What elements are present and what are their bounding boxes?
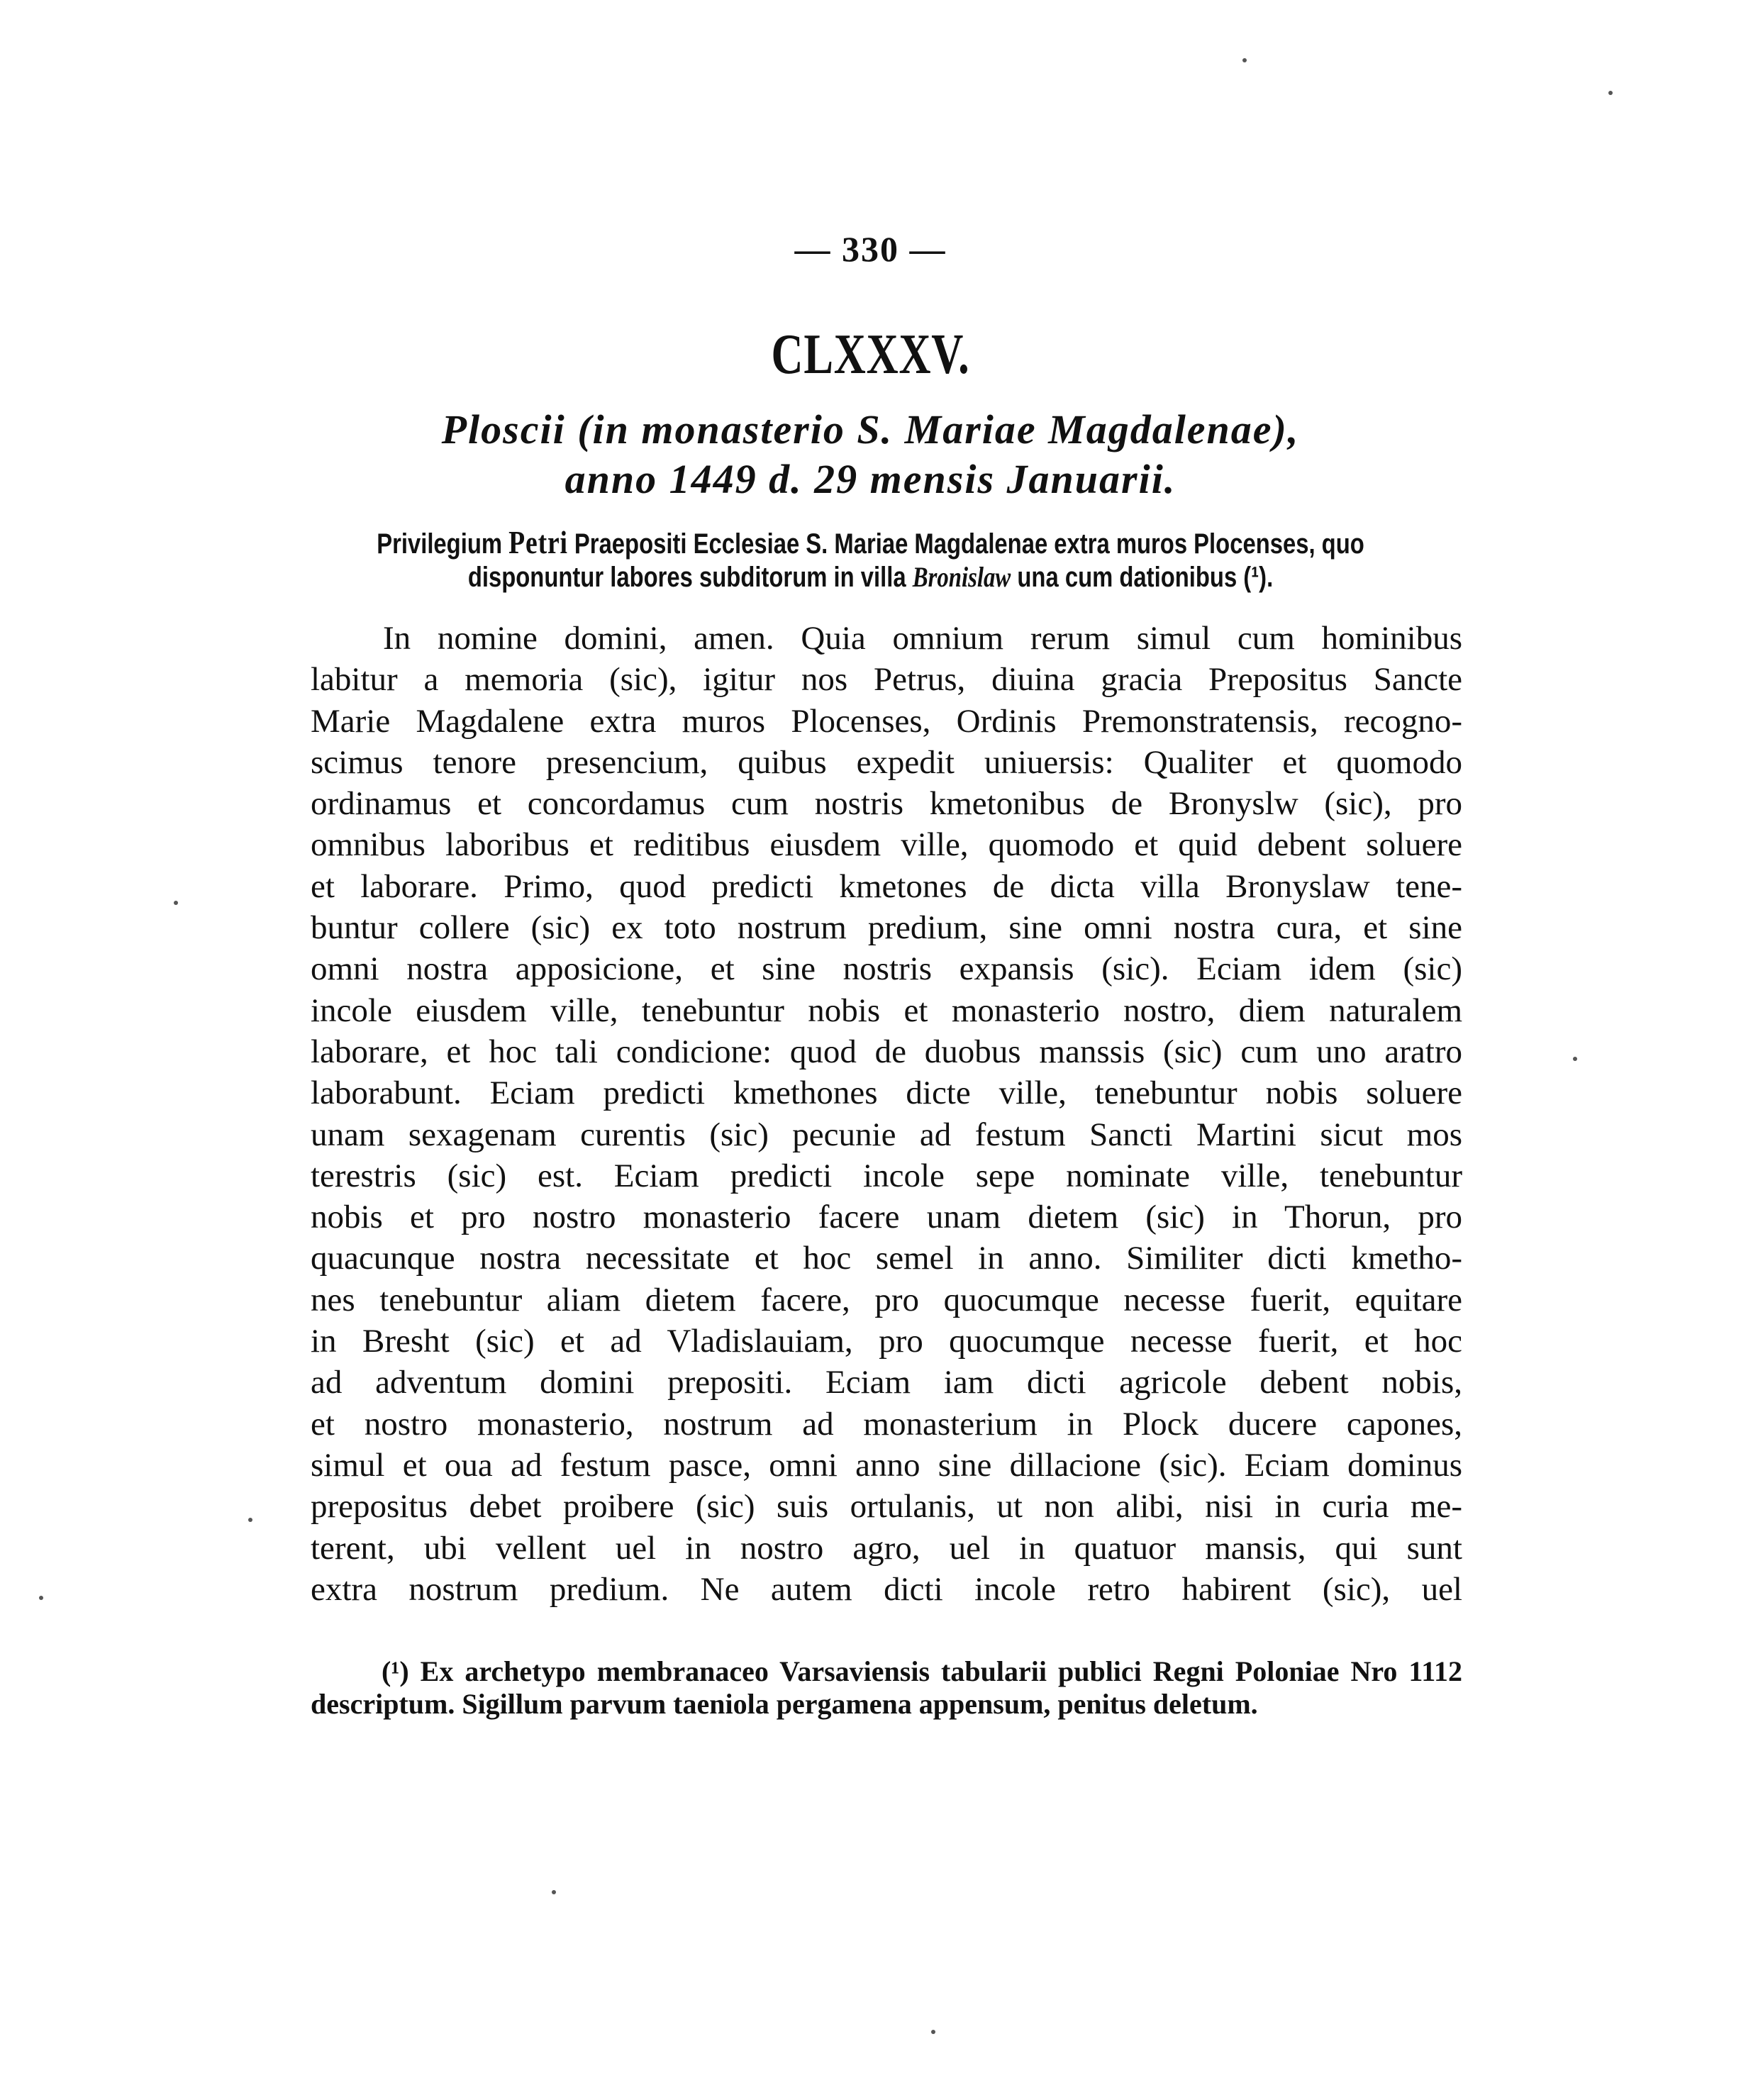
summary-text: Privilegium <box>377 528 503 560</box>
body-line: omni nostra apposicione, et sine nostris expansis (sic). Eciam idem (sic) <box>311 950 1462 988</box>
body-line: scimus tenore presencium, quibus expedit uniuersis: Qualiter et quomodo <box>311 743 1462 781</box>
scan-speck <box>552 1890 556 1894</box>
summary-text: una cum dationibus (¹). <box>1017 562 1274 593</box>
scan-speck <box>931 2030 935 2034</box>
body-line: extra nostrum predium. Ne autem dicti incole retro habirent (sic), uel <box>311 1570 1462 1608</box>
footnote <box>311 1655 1462 1721</box>
body-line: et nostro monasterio, nostrum ad monasterium in Plock ducere capones, <box>311 1405 1462 1443</box>
scan-speck <box>1573 1057 1577 1061</box>
body-line: labitur a memoria (sic), igitur nos Petrus, diuina gracia Prepositus Sancte <box>311 661 1462 699</box>
body-line: laborabunt. Eciam predicti kmethones dicte ville, tenebuntur nobis soluere <box>311 1074 1462 1112</box>
scan-speck <box>248 1518 252 1522</box>
heading-line-1: Ploscii (in monasterio S. Mariae Magdalenae), <box>441 406 1300 452</box>
summary-name: Petri <box>508 524 568 560</box>
body-line: unam sexagenam curentis (sic) pecunie ad festum Sancti Martini sicut mos <box>311 1116 1462 1153</box>
body-line: laborare, et hoc tali condicione: quod de duobus manssis (sic) cum uno aratro <box>311 1033 1462 1070</box>
footnote-line: descriptum. Sigillum parvum taeniola pergamena appensum, penitus deletum. <box>311 1688 1258 1720</box>
summary-line-1 <box>157 523 1584 561</box>
body-line: nobis et pro nostro monasterio facere unam dietem (sic) in Thorun, pro <box>311 1199 1462 1236</box>
body-line: quacunque nostra necessitate et hoc semel in anno. Similiter dicti kmetho- <box>311 1240 1462 1277</box>
body-line: nes tenebuntur aliam dietem facere, pro quocumque necesse fuerit, equitare <box>311 1281 1462 1318</box>
heading-line-2: anno 1449 d. 29 mensis Januarii. <box>564 456 1177 502</box>
body-line: ad adventum domini prepositi. Eciam iam dicti agricole debent nobis, <box>311 1364 1462 1401</box>
body-line: simul et oua ad festum pasce, omni anno sine dillacione (sic). Eciam dominus <box>311 1446 1462 1484</box>
body-line: terestris (sic) est. Eciam predicti incole sepe nominate ville, tenebuntur <box>311 1157 1462 1194</box>
body-line: buntur collere (sic) ex toto nostrum predium, sine omni nostra cura, et sine <box>311 909 1462 947</box>
body-line: omnibus laboribus et reditibus eiusdem ville, quomodo et quid debent soluere <box>311 826 1462 864</box>
scan-speck <box>1242 58 1247 62</box>
body-line: et laborare. Primo, quod predicti kmetones de dicta villa Bronyslaw tene- <box>311 867 1462 905</box>
document-body <box>311 618 1462 1610</box>
body-line: prepositus debet proibere (sic) suis ortulanis, ut non alibi, nisi in curia me- <box>311 1488 1462 1526</box>
scan-speck <box>174 901 178 905</box>
summary-line-2 <box>157 560 1584 594</box>
document-number: CLXXXV. <box>771 323 970 386</box>
body-line: ordinamus et concordamus cum nostris kmetonibus de Bronyslw (sic), pro <box>311 785 1462 823</box>
body-line: incole eiusdem ville, tenebuntur nobis et monasterio nostro, diem naturalem <box>311 991 1462 1029</box>
summary-place: Bronislaw <box>912 561 1011 593</box>
body-line: In nomine domini, amen. Quia omnium rerum simul cum hominibus <box>383 620 1462 657</box>
page-number: — 330 — <box>794 229 947 269</box>
scan-speck <box>39 1596 43 1600</box>
body-line: Marie Magdalene extra muros Plocenses, Ordinis Premonstratensis, recogno- <box>311 702 1462 740</box>
summary-text: Praepositi Ecclesiae S. Mariae Magdalenae extra muros Plocenses, quo <box>574 528 1364 560</box>
body-line: in Bresht (sic) et ad Vladislauiam, pro quocumque necesse fuerit, et hoc <box>311 1323 1462 1360</box>
footnote-line: (¹) Ex archetypo membranaceo Varsaviensis tabularii publici Regni Poloniae Nro 1112 <box>382 1655 1462 1687</box>
summary-text: disponuntur labores subditorum in villa <box>467 562 906 593</box>
scan-speck <box>1608 91 1613 95</box>
body-line: terent, ubi vellent uel in nostro agro, uel in quatuor mansis, qui sunt <box>311 1529 1462 1567</box>
